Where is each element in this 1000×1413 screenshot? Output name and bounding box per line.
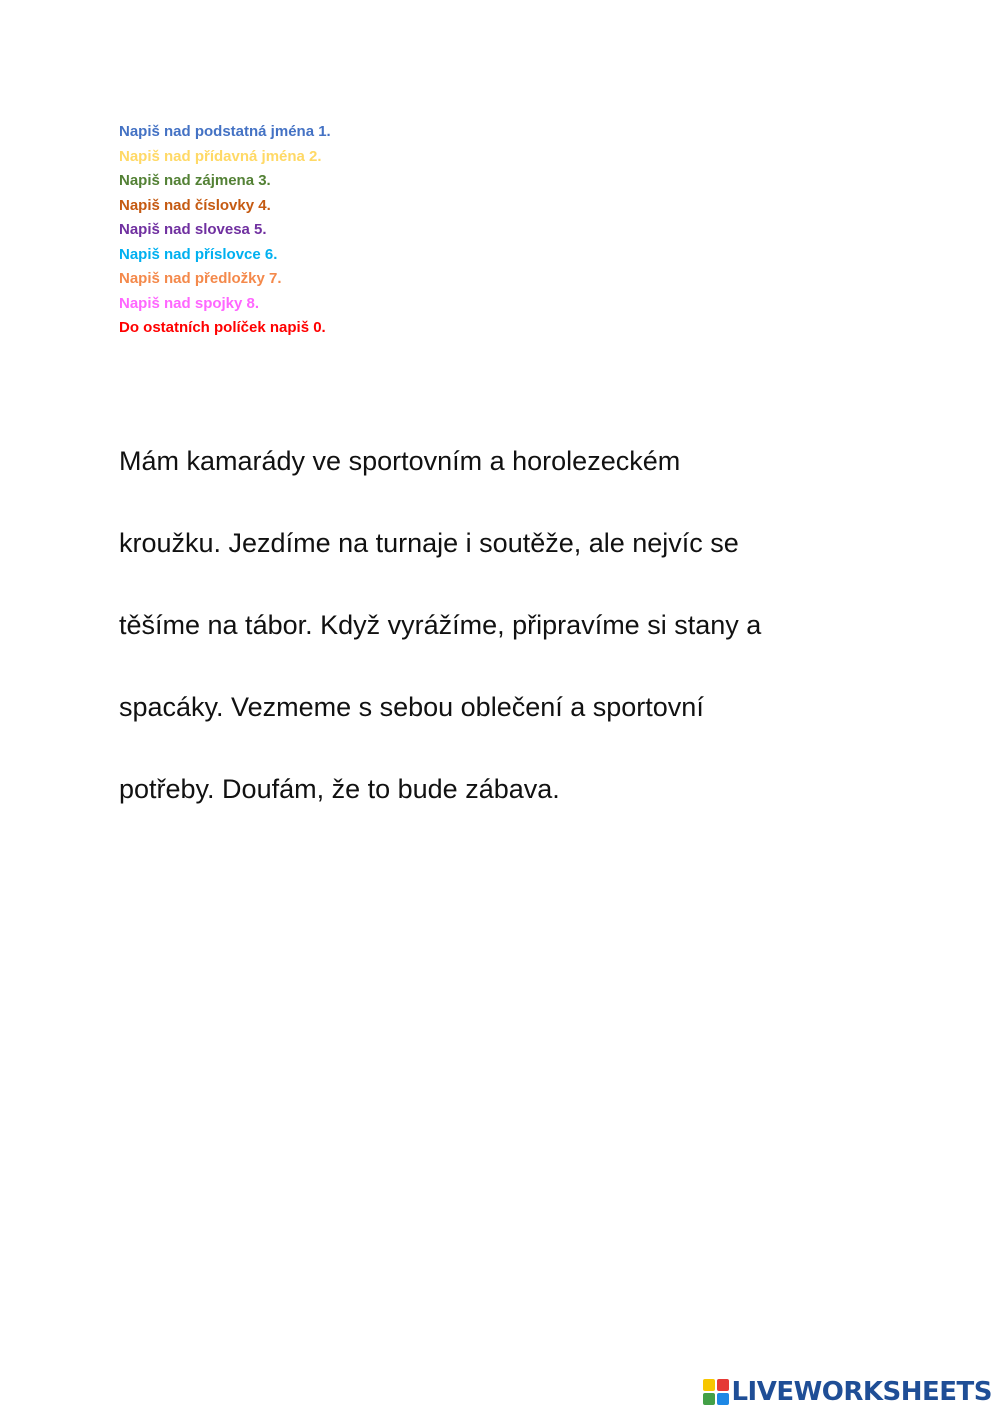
liveworksheets-watermark	[703, 1377, 992, 1407]
passage-line: těšíme na tábor. Když vyrážíme, připravíme si stany a	[119, 610, 762, 640]
passage-line: kroužku. Jezdíme na turnaje i soutěže, ale nejvíc se	[119, 528, 739, 558]
watermark-text: LIVEWORKSHEETS	[731, 1377, 992, 1407]
passage-line: spacáky. Vezmeme s sebou oblečení a sportovní	[119, 692, 704, 722]
instruction-other: Do ostatních políček napiš 0.	[119, 319, 326, 336]
instruction-nouns: Napiš nad podstatná jména 1.	[119, 123, 331, 140]
logo-square	[703, 1379, 715, 1391]
logo-square	[717, 1379, 729, 1391]
logo-square	[703, 1393, 715, 1405]
logo-square	[717, 1393, 729, 1405]
instruction-pronouns: Napiš nad zájmena 3.	[119, 172, 271, 189]
passage-line: Mám kamarády ve sportovním a horolezeckém	[119, 446, 681, 476]
passage-text	[119, 420, 879, 830]
instructions-list	[119, 120, 331, 341]
instruction-conjunctions: Napiš nad spojky 8.	[119, 294, 260, 312]
instruction-adverbs: Napiš nad příslovce 6.	[119, 245, 278, 263]
instruction-numerals: Napiš nad číslovky 4.	[119, 196, 271, 214]
instruction-adjectives: Napiš nad přídavná jména 2.	[119, 147, 322, 165]
liveworksheets-logo-icon	[703, 1379, 729, 1405]
instruction-prepositions: Napiš nad předložky 7.	[119, 270, 282, 287]
passage-line: potřeby. Doufám, že to bude zábava.	[119, 774, 560, 804]
instruction-verbs: Napiš nad slovesa 5.	[119, 221, 267, 238]
